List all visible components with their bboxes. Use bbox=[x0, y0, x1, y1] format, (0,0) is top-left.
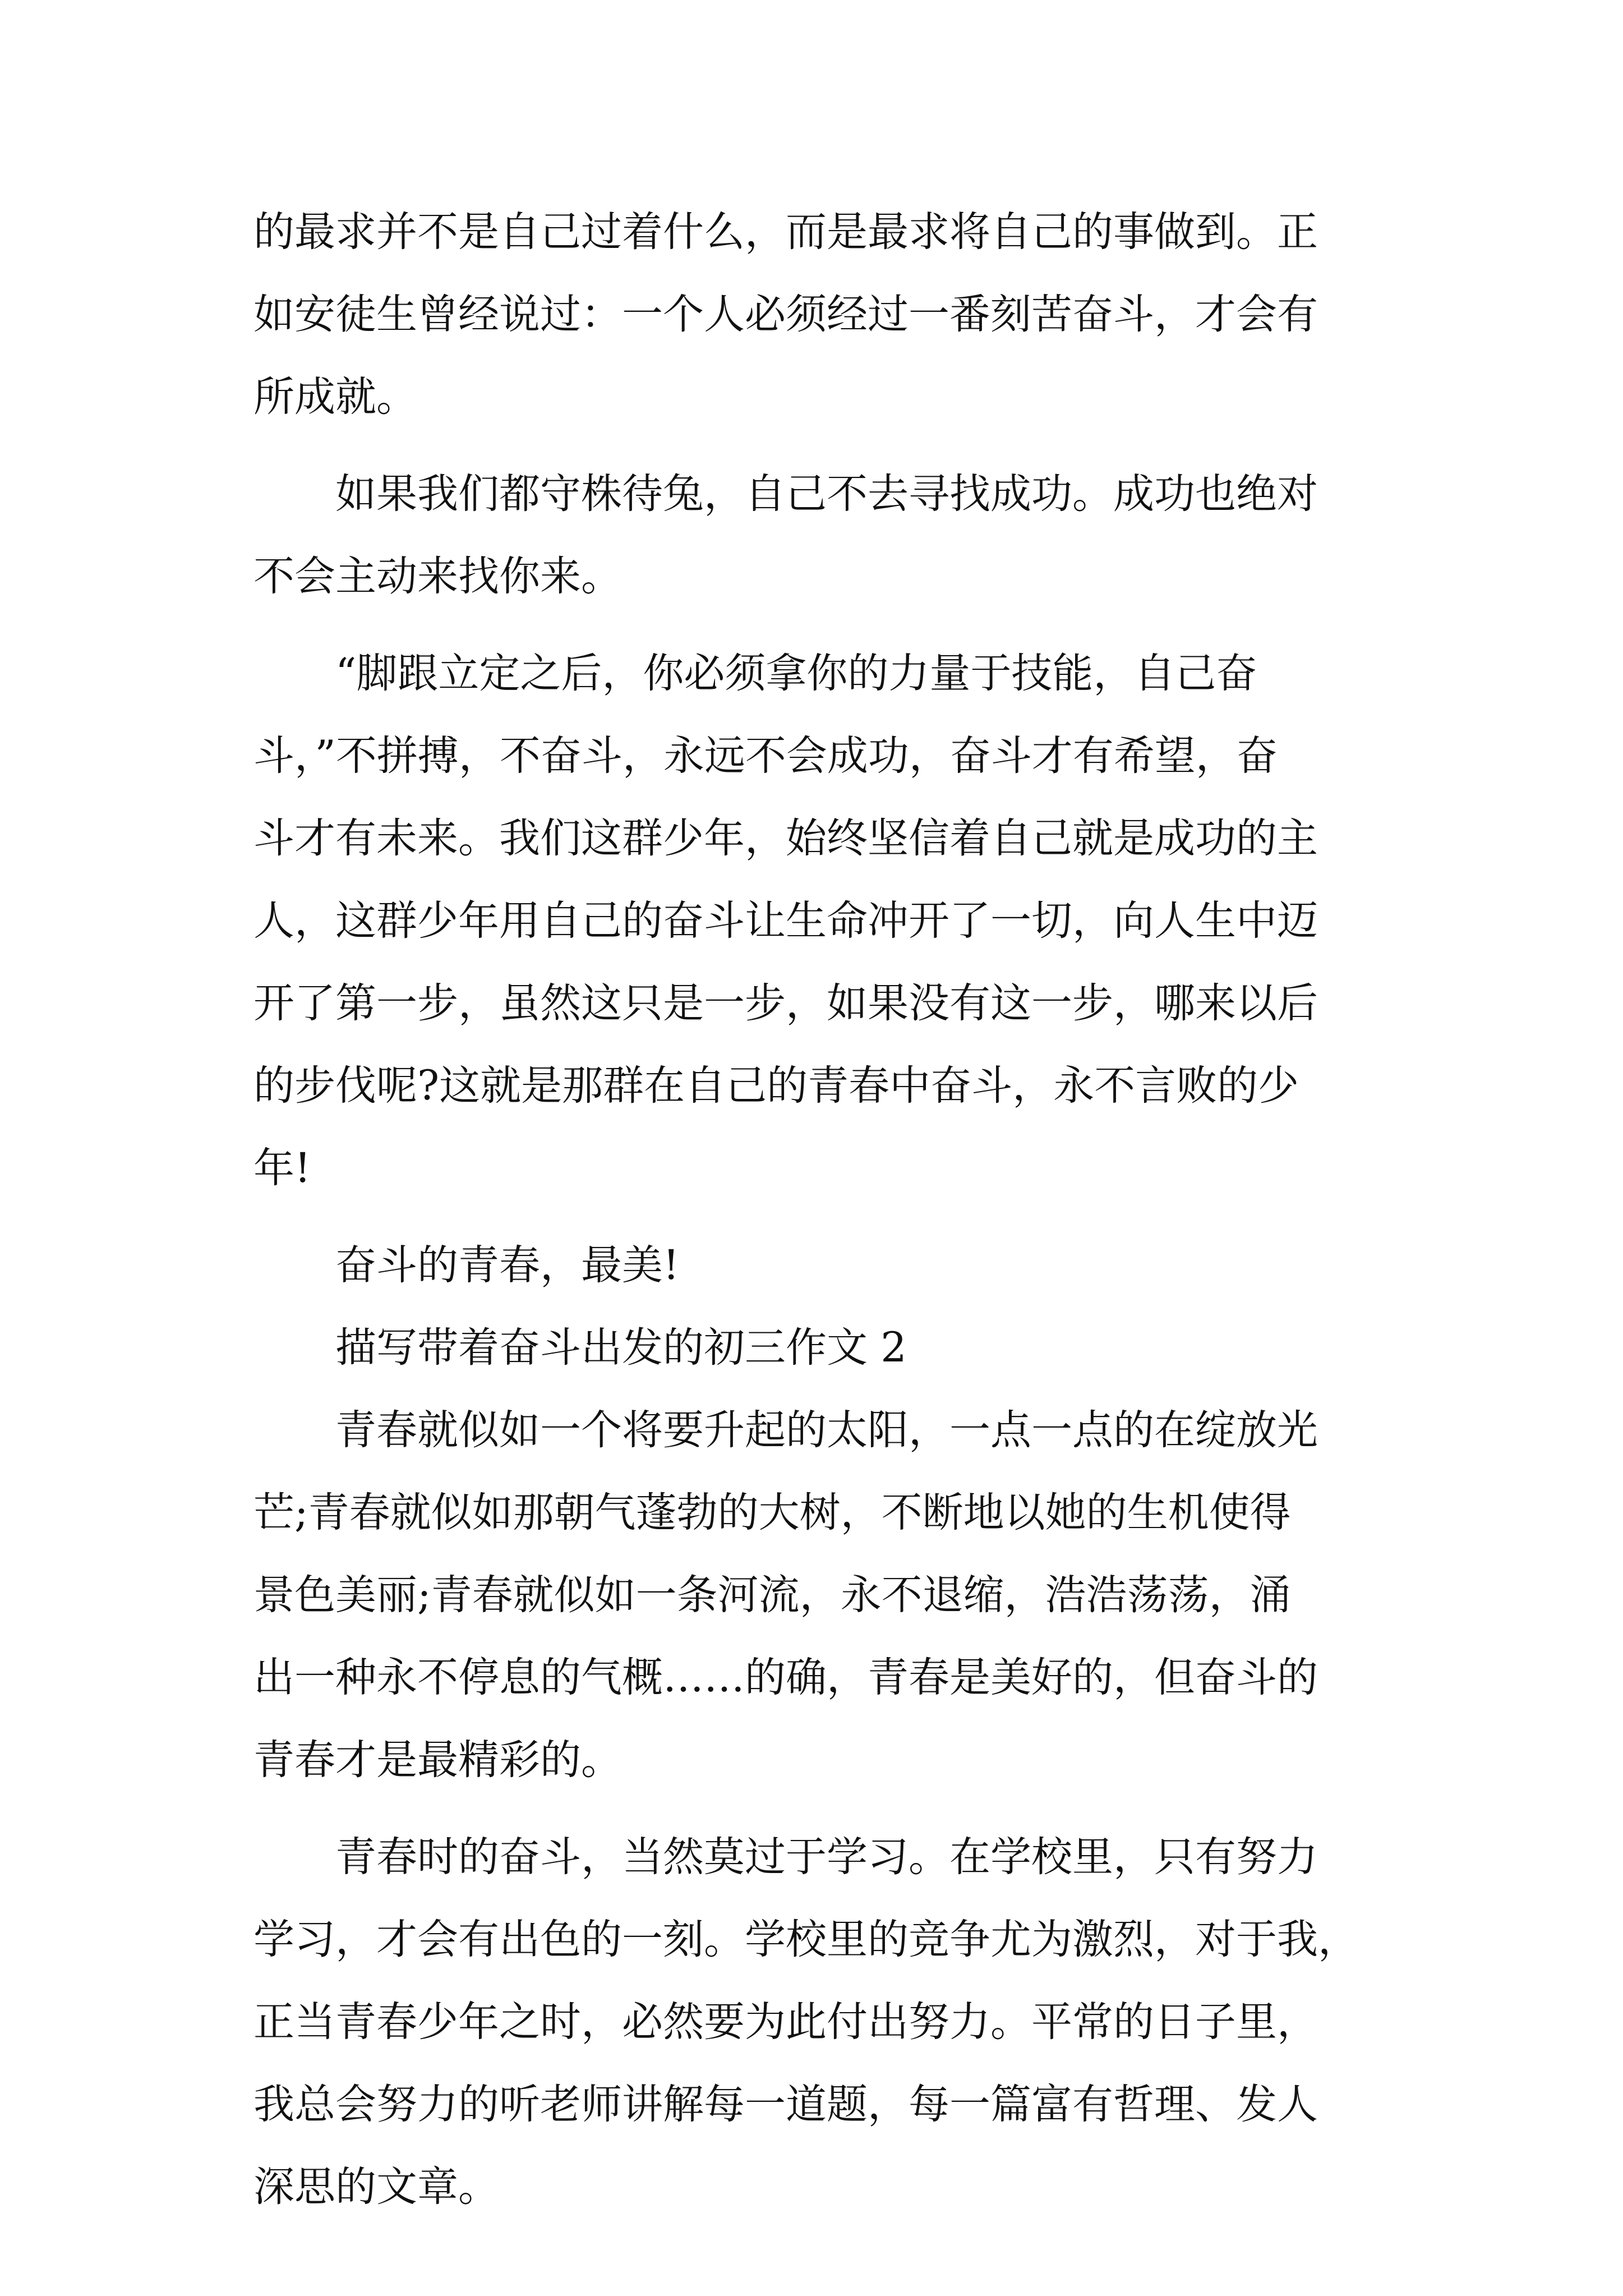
text-line: 深思的文章。 bbox=[253, 2163, 499, 2211]
essay-body bbox=[253, 191, 1375, 2228]
text-line: 青春就似如一个将要升起的太阳，一点一点的在绽放光 bbox=[253, 1406, 1318, 1454]
text-line: 奋斗的青春，最美! bbox=[253, 1241, 680, 1289]
section-heading: 描写带着奋斗出发的初三作文 2 bbox=[253, 1324, 907, 1372]
text-line: 景色美丽;青春就似如一条河流，永不退缩，浩浩荡荡，涌 bbox=[253, 1571, 1291, 1619]
text-line: 正当青春少年之时，必然要为此付出努力。平常的日子里， bbox=[253, 1998, 1318, 2046]
text-line: 的最求并不是自己过着什么，而是最求将自己的事做到。正 bbox=[253, 208, 1318, 256]
text-line: 年! bbox=[253, 1144, 311, 1192]
text-line: 人，这群少年用自己的奋斗让生命冲开了一切，向人生中迈 bbox=[253, 897, 1318, 945]
text-line: 出一种永不停息的气概……的确，青春是美好的，但奋斗的 bbox=[253, 1654, 1318, 1701]
text-line: 我总会努力的听老师讲解每一道题，每一篇富有哲理、发人 bbox=[253, 2081, 1318, 2128]
text-line: 开了第一步，虽然这只是一步，如果没有这一步，哪来以后 bbox=[253, 979, 1318, 1027]
text-line: 所成就。 bbox=[253, 373, 417, 421]
text-line: “脚跟立定之后，你必须拿你的力量于技能，自己奋 bbox=[253, 650, 1257, 697]
text-line: 青春时的奋斗，当然莫过于学习。在学校里，只有努力 bbox=[253, 1833, 1318, 1881]
text-line: 芒;青春就似如那朝气蓬勃的大树，不断地以她的生机使得 bbox=[253, 1489, 1291, 1536]
text-line: 的步伐呢?这就是那群在自己的青春中奋斗，永不言败的少 bbox=[253, 1062, 1299, 1110]
text-line: 不会主动来找你来。 bbox=[253, 553, 622, 600]
text-line: 青春才是最精彩的。 bbox=[253, 1736, 622, 1784]
text-line: 斗才有未来。我们这群少年，始终坚信着自己就是成功的主 bbox=[253, 815, 1318, 862]
text-line: 学习，才会有出色的一刻。学校里的竞争尤为激烈，对于我， bbox=[253, 1916, 1359, 1963]
text-line: 如果我们都守株待兔，自己不去寻找成功。成功也绝对 bbox=[253, 470, 1318, 518]
text-line: 斗，”不拼搏，不奋斗，永远不会成功，奋斗才有希望，奋 bbox=[253, 732, 1278, 780]
text-line: 如安徒生曾经说过：一个人必须经过一番刻苦奋斗，才会有 bbox=[253, 291, 1318, 338]
